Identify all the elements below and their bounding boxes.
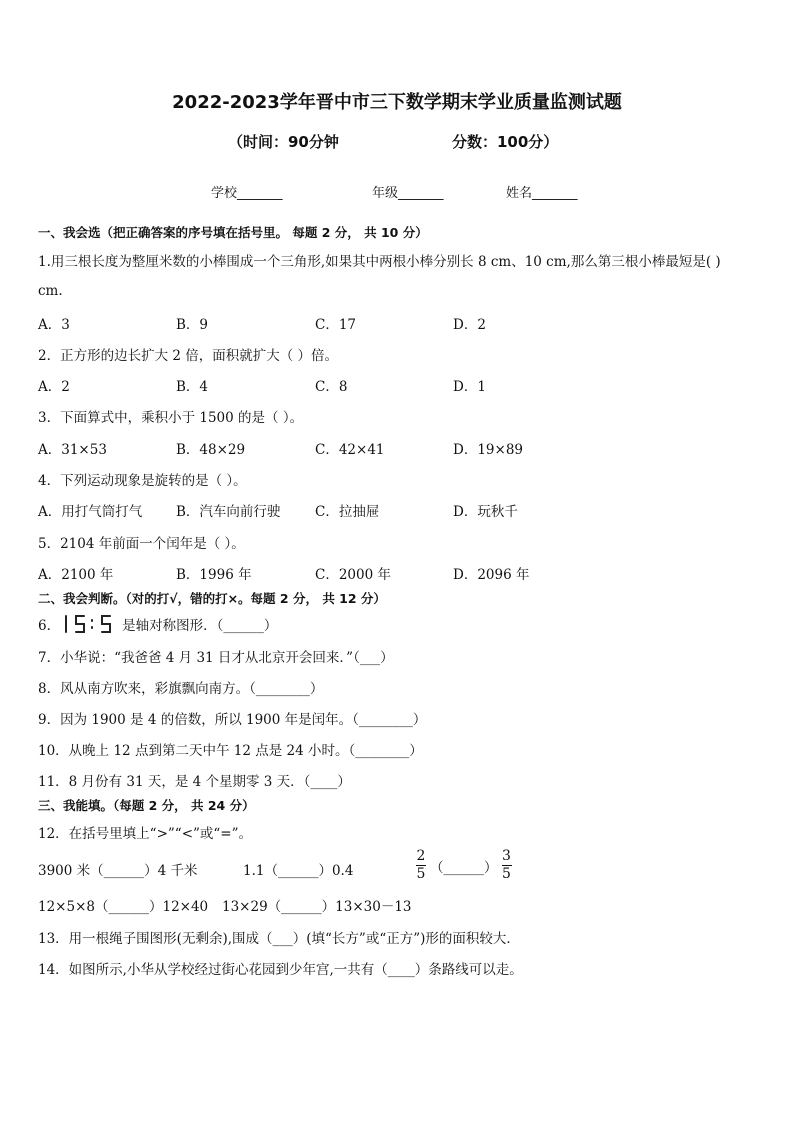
grade-field: 年级_______ bbox=[372, 186, 444, 201]
section-2-heading: 二、我会判断。（对的打√，错的打×。每题 2 分， 共 12 分） bbox=[38, 591, 386, 606]
q12-item-a: 3900 米（______）4 千米 bbox=[38, 863, 198, 879]
question-10: 10．从晚上 12 点到第二天中午 12 点是 24 小时。（________） bbox=[38, 743, 423, 759]
q3-option-b: B．48×29 bbox=[176, 442, 246, 458]
fraction-right-numerator: 3 bbox=[502, 848, 511, 864]
q2-option-b: B．4 bbox=[176, 379, 209, 395]
q1-option-a: A．3 bbox=[38, 317, 70, 333]
fraction-right-denominator: 5 bbox=[502, 866, 511, 882]
q4-option-d: D．玩秋千 bbox=[453, 504, 518, 520]
q3-option-c: C．42×41 bbox=[315, 442, 385, 458]
question-1-line-1: 1.用三根长度为整厘米数的小棒围成一个三角形,如果其中两根小棒分别长 8 cm、10 cm,那么第三根小棒最短是( ) bbox=[38, 254, 721, 270]
section-3-heading: 三、我能填。（每题 2 分， 共 24 分） bbox=[38, 798, 255, 813]
q4-option-c: C．拉抽屉 bbox=[315, 504, 380, 520]
section-1-heading: 一、我会选（把正确答案的序号填在括号里。 每题 2 分， 共 10 分） bbox=[38, 225, 428, 240]
fraction-left-denominator: 5 bbox=[416, 866, 426, 882]
q12-item-b: 1.1（______）0.4 bbox=[243, 863, 354, 879]
question-7: 7．小华说：“我爸爸 4 月 31 日才从北京开会回来．”（___） bbox=[38, 650, 394, 666]
question-12: 12．在括号里填上“>”“<”或“=”。 bbox=[38, 826, 253, 842]
q2-option-d: D．1 bbox=[453, 379, 486, 395]
question-4: 4．下列运动现象是旋转的是（ ）。 bbox=[38, 473, 247, 489]
time-label: （时间：90分钟 bbox=[228, 133, 339, 151]
question-6-number: 6． bbox=[38, 618, 61, 634]
fraction-left bbox=[416, 848, 426, 883]
question-9: 9．因为 1900 是 4 的倍数，所以 1900 年是闰年。（________） bbox=[38, 712, 427, 728]
question-5: 5．2104 年前面一个闰年是（ ）。 bbox=[38, 536, 245, 552]
question-1-line-2: cm. bbox=[38, 283, 63, 299]
q3-option-d: D．19×89 bbox=[453, 442, 523, 458]
school-field: 学校_______ bbox=[211, 186, 283, 201]
question-8: 8．风从南方吹来，彩旗飘向南方。（________） bbox=[38, 681, 324, 697]
question-11: 11．8 月份有 31 天，是 4 个星期零 3 天．（____） bbox=[38, 774, 351, 790]
q1-option-d: D．2 bbox=[453, 317, 486, 333]
exam-title: 2022-2023学年晋中市三下数学期末学业质量监测试题 bbox=[172, 92, 622, 113]
fraction-right bbox=[502, 848, 512, 883]
score-label: 分数：100分） bbox=[452, 133, 559, 151]
q12-item-d: 12×5×8（______）12×40 bbox=[38, 899, 209, 915]
fraction-left-numerator: 2 bbox=[416, 848, 426, 864]
q1-option-b: B．9 bbox=[176, 317, 209, 333]
q4-option-a: A．用打气筒打气 bbox=[38, 504, 143, 520]
question-6 bbox=[38, 614, 277, 634]
q1-option-c: C．17 bbox=[315, 317, 357, 333]
question-2: 2．正方形的边长扩大 2 倍，面积就扩大（ ）倍。 bbox=[38, 348, 339, 364]
q12-fraction-compare bbox=[416, 848, 512, 883]
q5-option-b: B．1996 年 bbox=[176, 567, 252, 583]
q5-option-d: D．2096 年 bbox=[453, 567, 530, 583]
q5-option-c: C．2000 年 bbox=[315, 567, 391, 583]
q4-option-b: B．汽车向前行驶 bbox=[176, 504, 281, 520]
fraction-compare-blank: （______） bbox=[430, 859, 498, 876]
q12-item-e: 13×29（______）13×30－13 bbox=[222, 899, 412, 915]
digital-clock-figure bbox=[60, 614, 120, 634]
q2-option-c: C．8 bbox=[315, 379, 348, 395]
name-field: 姓名_______ bbox=[506, 186, 578, 201]
q3-option-a: A．31×53 bbox=[38, 442, 107, 458]
question-14: 14．如图所示,小华从学校经过街心花园到少年宫,一共有（____）条路线可以走。 bbox=[38, 962, 523, 978]
question-6-text: 是轴对称图形．（______） bbox=[122, 618, 278, 634]
q5-option-a: A．2100 年 bbox=[38, 567, 114, 583]
question-13: 13．用一根绳子围图形(无剩余),围成（___）(填“长方”或“正方”)形的面积较大． bbox=[38, 931, 520, 947]
q2-option-a: A．2 bbox=[38, 379, 70, 395]
question-3: 3．下面算式中，乘积小于 1500 的是（ ）。 bbox=[38, 410, 304, 426]
